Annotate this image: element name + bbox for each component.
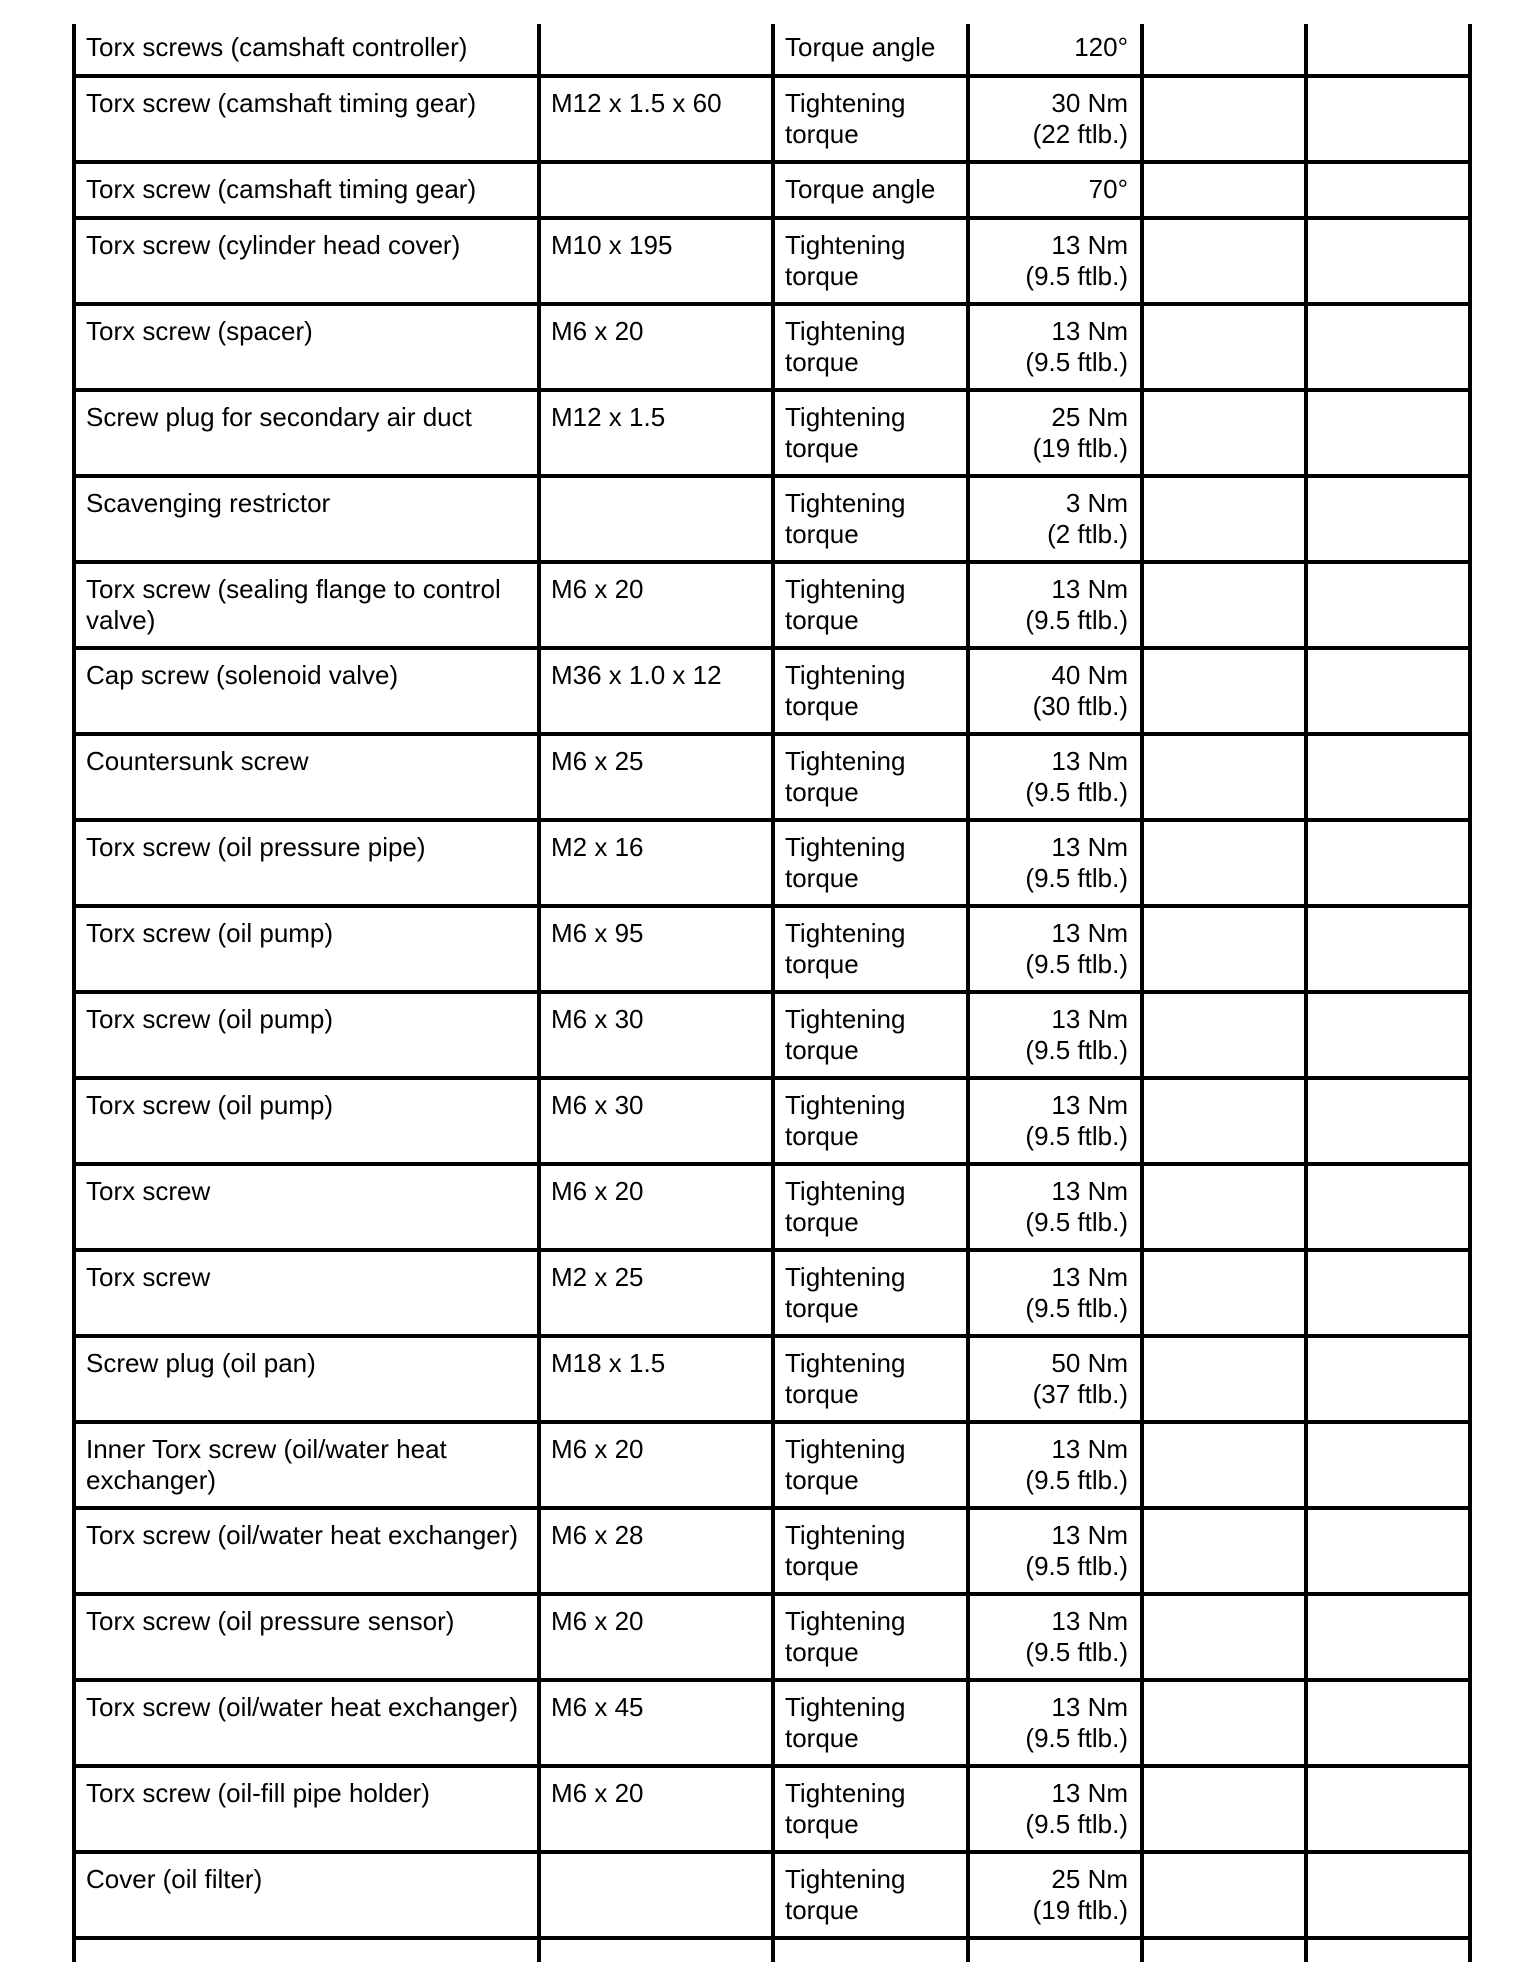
empty-cell — [773, 1938, 968, 1962]
thread-size — [539, 476, 773, 562]
torque-value — [968, 218, 1142, 304]
torque-value-imperial: (19 ftlb.) — [1032, 1895, 1128, 1925]
table-row — [74, 1422, 1470, 1508]
spec-type: Tightening torque — [773, 1594, 968, 1680]
thread-size: M10 x 195 — [539, 218, 773, 304]
thread-size: M12 x 1.5 — [539, 390, 773, 476]
empty-cell — [1306, 76, 1470, 162]
spec-type: Tightening torque — [773, 1766, 968, 1852]
torque-value — [968, 1164, 1142, 1250]
torque-value-imperial: (9.5 ftlb.) — [1025, 863, 1128, 893]
table-row — [74, 76, 1470, 162]
spec-type: Tightening torque — [773, 648, 968, 734]
torque-value-imperial: (37 ftlb.) — [1032, 1379, 1128, 1409]
torque-value-imperial: (9.5 ftlb.) — [1025, 1465, 1128, 1495]
empty-cell — [1142, 1422, 1306, 1508]
component-description: Cover (oil filter) — [74, 1852, 539, 1938]
table-row — [74, 1250, 1470, 1336]
thread-size: M6 x 20 — [539, 1766, 773, 1852]
torque-value-metric: 120° — [1074, 32, 1128, 62]
component-description: Inner Torx screw (oil/water heat exchanger) — [74, 1422, 539, 1508]
empty-cell — [1306, 162, 1470, 218]
torque-value-metric: 3 Nm — [1065, 488, 1128, 518]
component-description: Torx screw (camshaft timing gear) — [74, 162, 539, 218]
empty-cell — [1306, 1766, 1470, 1852]
empty-cell — [1142, 218, 1306, 304]
empty-cell — [1306, 648, 1470, 734]
torque-spec-table-body — [74, 24, 1470, 1962]
empty-cell — [1142, 476, 1306, 562]
table-row — [74, 1078, 1470, 1164]
spec-type: Tightening torque — [773, 390, 968, 476]
spec-type: Tightening torque — [773, 1852, 968, 1938]
thread-size: M6 x 45 — [539, 1680, 773, 1766]
torque-value-imperial: (9.5 ftlb.) — [1025, 1637, 1128, 1667]
empty-cell — [1306, 1594, 1470, 1680]
component-description: Torx screw (oil pump) — [74, 1078, 539, 1164]
torque-value-imperial: (9.5 ftlb.) — [1025, 1723, 1128, 1753]
table-row — [74, 218, 1470, 304]
torque-value-imperial: (9.5 ftlb.) — [1025, 1121, 1128, 1151]
torque-value — [968, 820, 1142, 906]
spec-type: Tightening torque — [773, 562, 968, 648]
torque-value — [968, 1594, 1142, 1680]
thread-size: M18 x 1.5 — [539, 1336, 773, 1422]
thread-size: M6 x 20 — [539, 304, 773, 390]
torque-value — [968, 992, 1142, 1078]
empty-cell — [1142, 906, 1306, 992]
empty-cell — [1142, 1680, 1306, 1766]
thread-size: M6 x 20 — [539, 1164, 773, 1250]
empty-cell — [1142, 1508, 1306, 1594]
thread-size: M6 x 20 — [539, 1422, 773, 1508]
empty-cell — [1306, 1078, 1470, 1164]
empty-cell — [1142, 1250, 1306, 1336]
component-description: Torx screw (camshaft timing gear) — [74, 76, 539, 162]
torque-value — [968, 476, 1142, 562]
torque-value-metric: 13 Nm — [1051, 832, 1128, 862]
torque-value — [968, 162, 1142, 218]
empty-cell — [1306, 1336, 1470, 1422]
torque-value — [968, 1078, 1142, 1164]
empty-cell — [1142, 390, 1306, 476]
table-row — [74, 1852, 1470, 1938]
table-row — [74, 390, 1470, 476]
thread-size: M6 x 28 — [539, 1508, 773, 1594]
torque-value-imperial: (9.5 ftlb.) — [1025, 1809, 1128, 1839]
thread-size: M2 x 16 — [539, 820, 773, 906]
thread-size: M2 x 25 — [539, 1250, 773, 1336]
spec-type: Tightening torque — [773, 734, 968, 820]
spec-type: Torque angle — [773, 24, 968, 76]
thread-size — [539, 24, 773, 76]
empty-cell — [1306, 906, 1470, 992]
empty-cell — [968, 1938, 1142, 1962]
thread-size: M6 x 20 — [539, 562, 773, 648]
torque-value-imperial: (9.5 ftlb.) — [1025, 1551, 1128, 1581]
spec-type: Tightening torque — [773, 992, 968, 1078]
torque-value-metric: 13 Nm — [1051, 230, 1128, 260]
torque-value-metric: 13 Nm — [1051, 1090, 1128, 1120]
empty-cell — [1142, 820, 1306, 906]
component-description: Torx screw (oil pressure pipe) — [74, 820, 539, 906]
spec-type: Torque angle — [773, 162, 968, 218]
torque-value-imperial: (9.5 ftlb.) — [1025, 777, 1128, 807]
torque-value-metric: 13 Nm — [1051, 918, 1128, 948]
thread-size: M36 x 1.0 x 12 — [539, 648, 773, 734]
component-description: Torx screw (spacer) — [74, 304, 539, 390]
torque-value-imperial: (9.5 ftlb.) — [1025, 605, 1128, 635]
empty-cell — [1306, 476, 1470, 562]
empty-cell — [1142, 1336, 1306, 1422]
torque-value — [968, 648, 1142, 734]
empty-cell — [74, 1938, 539, 1962]
spec-type: Tightening torque — [773, 820, 968, 906]
torque-value-imperial: (9.5 ftlb.) — [1025, 1207, 1128, 1237]
torque-value-imperial: (9.5 ftlb.) — [1025, 347, 1128, 377]
spec-type: Tightening torque — [773, 476, 968, 562]
torque-value-metric: 50 Nm — [1051, 1348, 1128, 1378]
torque-value — [968, 1766, 1142, 1852]
thread-size: M12 x 1.5 x 60 — [539, 76, 773, 162]
torque-value — [968, 304, 1142, 390]
thread-size — [539, 1852, 773, 1938]
torque-value — [968, 1336, 1142, 1422]
empty-cell — [1306, 1508, 1470, 1594]
empty-cell — [1142, 162, 1306, 218]
empty-cell — [1142, 1164, 1306, 1250]
thread-size: M6 x 25 — [539, 734, 773, 820]
torque-value-metric: 30 Nm — [1051, 88, 1128, 118]
spec-type: Tightening torque — [773, 1164, 968, 1250]
component-description: Torx screw (oil pump) — [74, 992, 539, 1078]
torque-spec-table — [72, 24, 1472, 1962]
torque-value-metric: 13 Nm — [1051, 1176, 1128, 1206]
thread-size: M6 x 95 — [539, 906, 773, 992]
torque-value-imperial: (2 ftlb.) — [1047, 519, 1128, 549]
empty-cell — [1142, 734, 1306, 820]
torque-value-imperial: (19 ftlb.) — [1032, 433, 1128, 463]
empty-cell — [1306, 1250, 1470, 1336]
empty-cell — [1142, 648, 1306, 734]
torque-value-metric: 25 Nm — [1051, 1864, 1128, 1894]
empty-cell — [1306, 24, 1470, 76]
component-description: Torx screw (oil/water heat exchanger) — [74, 1508, 539, 1594]
empty-cell — [539, 1938, 773, 1962]
torque-value-metric: 13 Nm — [1051, 574, 1128, 604]
table-row — [74, 476, 1470, 562]
table-row — [74, 1594, 1470, 1680]
table-row — [74, 820, 1470, 906]
empty-cell — [1142, 1938, 1306, 1962]
empty-cell — [1306, 992, 1470, 1078]
empty-cell — [1142, 24, 1306, 76]
component-description: Screw plug (oil pan) — [74, 1336, 539, 1422]
component-description: Torx screw (oil/water heat exchanger) — [74, 1680, 539, 1766]
torque-value-metric: 70° — [1088, 174, 1128, 204]
component-description: Countersunk screw — [74, 734, 539, 820]
torque-value — [968, 906, 1142, 992]
torque-value-metric: 13 Nm — [1051, 1778, 1128, 1808]
spec-type: Tightening torque — [773, 76, 968, 162]
torque-value-metric: 13 Nm — [1051, 316, 1128, 346]
torque-value-imperial: (30 ftlb.) — [1032, 691, 1128, 721]
component-description: Torx screw — [74, 1250, 539, 1336]
spec-type: Tightening torque — [773, 1250, 968, 1336]
empty-cell — [1306, 562, 1470, 648]
empty-cell — [1142, 992, 1306, 1078]
spec-type: Tightening torque — [773, 1078, 968, 1164]
empty-cell — [1142, 304, 1306, 390]
torque-value-metric: 40 Nm — [1051, 660, 1128, 690]
torque-value — [968, 1680, 1142, 1766]
empty-cell — [1306, 218, 1470, 304]
torque-value — [968, 1250, 1142, 1336]
empty-cell — [1306, 1422, 1470, 1508]
torque-value-imperial: (9.5 ftlb.) — [1025, 1035, 1128, 1065]
torque-value — [968, 1422, 1142, 1508]
empty-cell — [1306, 1938, 1470, 1962]
torque-value — [968, 24, 1142, 76]
component-description: Torx screw (sealing flange to control valve) — [74, 562, 539, 648]
table-row — [74, 906, 1470, 992]
table-row — [74, 304, 1470, 390]
component-description: Torx screw (oil pump) — [74, 906, 539, 992]
thread-size: M6 x 20 — [539, 1594, 773, 1680]
component-description: Torx screw (oil pressure sensor) — [74, 1594, 539, 1680]
table-row — [74, 1164, 1470, 1250]
empty-cell — [1142, 562, 1306, 648]
torque-value-metric: 25 Nm — [1051, 402, 1128, 432]
empty-cell — [1142, 1852, 1306, 1938]
torque-value-imperial: (9.5 ftlb.) — [1025, 949, 1128, 979]
torque-value-imperial: (22 ftlb.) — [1032, 119, 1128, 149]
spec-type: Tightening torque — [773, 1680, 968, 1766]
table-row — [74, 1336, 1470, 1422]
component-description: Torx screw (oil-fill pipe holder) — [74, 1766, 539, 1852]
component-description: Torx screw — [74, 1164, 539, 1250]
table-row — [74, 24, 1470, 76]
torque-value — [968, 1852, 1142, 1938]
table-row — [74, 648, 1470, 734]
thread-size: M6 x 30 — [539, 992, 773, 1078]
torque-value-imperial: (9.5 ftlb.) — [1025, 261, 1128, 291]
empty-cell — [1306, 1680, 1470, 1766]
torque-value — [968, 76, 1142, 162]
component-description: Torx screw (cylinder head cover) — [74, 218, 539, 304]
empty-cell — [1306, 390, 1470, 476]
component-description: Screw plug for secondary air duct — [74, 390, 539, 476]
component-description: Torx screws (camshaft controller) — [74, 24, 539, 76]
spec-type: Tightening torque — [773, 218, 968, 304]
table-row — [74, 734, 1470, 820]
thread-size — [539, 162, 773, 218]
empty-cell — [1306, 1852, 1470, 1938]
spec-type: Tightening torque — [773, 1508, 968, 1594]
torque-value — [968, 390, 1142, 476]
torque-value-metric: 13 Nm — [1051, 1520, 1128, 1550]
torque-value-metric: 13 Nm — [1051, 1606, 1128, 1636]
torque-value-metric: 13 Nm — [1051, 1004, 1128, 1034]
table-row — [74, 1766, 1470, 1852]
table-row — [74, 992, 1470, 1078]
table-row — [74, 562, 1470, 648]
empty-cell — [1142, 76, 1306, 162]
empty-cell — [1306, 734, 1470, 820]
table-row — [74, 1508, 1470, 1594]
component-description: Scavenging restrictor — [74, 476, 539, 562]
spec-type: Tightening torque — [773, 1422, 968, 1508]
spec-type: Tightening torque — [773, 906, 968, 992]
torque-value — [968, 1508, 1142, 1594]
empty-cell — [1306, 1164, 1470, 1250]
component-description: Cap screw (solenoid valve) — [74, 648, 539, 734]
empty-cell — [1142, 1594, 1306, 1680]
empty-cell — [1306, 304, 1470, 390]
empty-cell — [1142, 1078, 1306, 1164]
torque-value-metric: 13 Nm — [1051, 1262, 1128, 1292]
torque-value — [968, 734, 1142, 820]
empty-cell — [1142, 1766, 1306, 1852]
table-row-continued — [74, 1938, 1470, 1962]
thread-size: M6 x 30 — [539, 1078, 773, 1164]
table-row — [74, 162, 1470, 218]
empty-cell — [1306, 820, 1470, 906]
torque-value — [968, 562, 1142, 648]
table-row — [74, 1680, 1470, 1766]
torque-value-metric: 13 Nm — [1051, 1434, 1128, 1464]
torque-value-imperial: (9.5 ftlb.) — [1025, 1293, 1128, 1323]
torque-value-metric: 13 Nm — [1051, 1692, 1128, 1722]
spec-type: Tightening torque — [773, 304, 968, 390]
spec-type: Tightening torque — [773, 1336, 968, 1422]
torque-value-metric: 13 Nm — [1051, 746, 1128, 776]
